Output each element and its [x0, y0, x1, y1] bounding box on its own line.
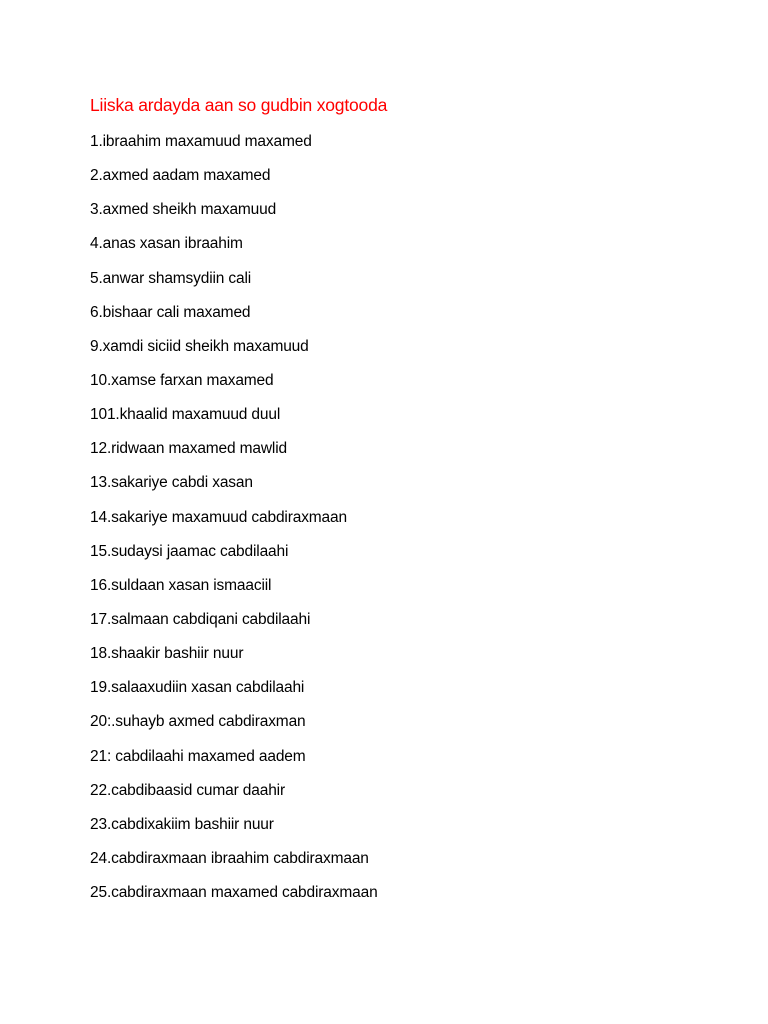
list-item: 14.sakariye maxamuud cabdiraxmaan: [90, 508, 347, 526]
list-item: 3.axmed sheikh maxamuud: [90, 201, 277, 219]
list-item: 1.ibraahim maxamuud maxamed: [90, 133, 312, 150]
list-item: 15.sudaysi jaamac cabdilaahi: [90, 542, 289, 560]
student-list: [90, 131, 378, 916]
list-item: 10.xamse farxan maxamed: [90, 371, 274, 389]
list-item: 21: cabdilaahi maxamed aadem: [90, 747, 306, 765]
list-item: 18.shaakir bashiir nuur: [90, 645, 244, 663]
list-item: 5.anwar shamsydiin cali: [90, 269, 252, 287]
list-item: 25.cabdiraxmaan maxamed cabdiraxmaan: [90, 884, 378, 902]
document-title: Liiska ardayda aan so gudbin xogtooda: [90, 95, 388, 115]
list-item: 17.salmaan cabdiqani cabdilaahi: [90, 610, 311, 628]
list-item: 24.cabdiraxmaan ibraahim cabdiraxmaan: [90, 849, 369, 867]
list-item: 13.sakariye cabdi xasan: [90, 474, 253, 492]
list-item: 6.bishaar cali maxamed: [90, 303, 251, 321]
list-item: 2.axmed aadam maxamed: [90, 167, 271, 185]
list-item: 20:.suhayb axmed cabdiraxman: [90, 713, 306, 731]
list-item: 9.xamdi siciid sheikh maxamuud: [90, 337, 309, 355]
list-item: 12.ridwaan maxamed mawlid: [90, 440, 287, 458]
list-item: 22.cabdibaasid cumar daahir: [90, 781, 285, 799]
list-item: 101.khaalid maxamuud duul: [90, 406, 281, 424]
list-item: 16.suldaan xasan ismaaciil: [90, 576, 272, 594]
list-item: 4.anas xasan ibraahim: [90, 235, 243, 253]
list-item: 19.salaaxudiin xasan cabdilaahi: [90, 679, 305, 697]
list-item: 23.cabdixakiim bashiir nuur: [90, 815, 274, 833]
